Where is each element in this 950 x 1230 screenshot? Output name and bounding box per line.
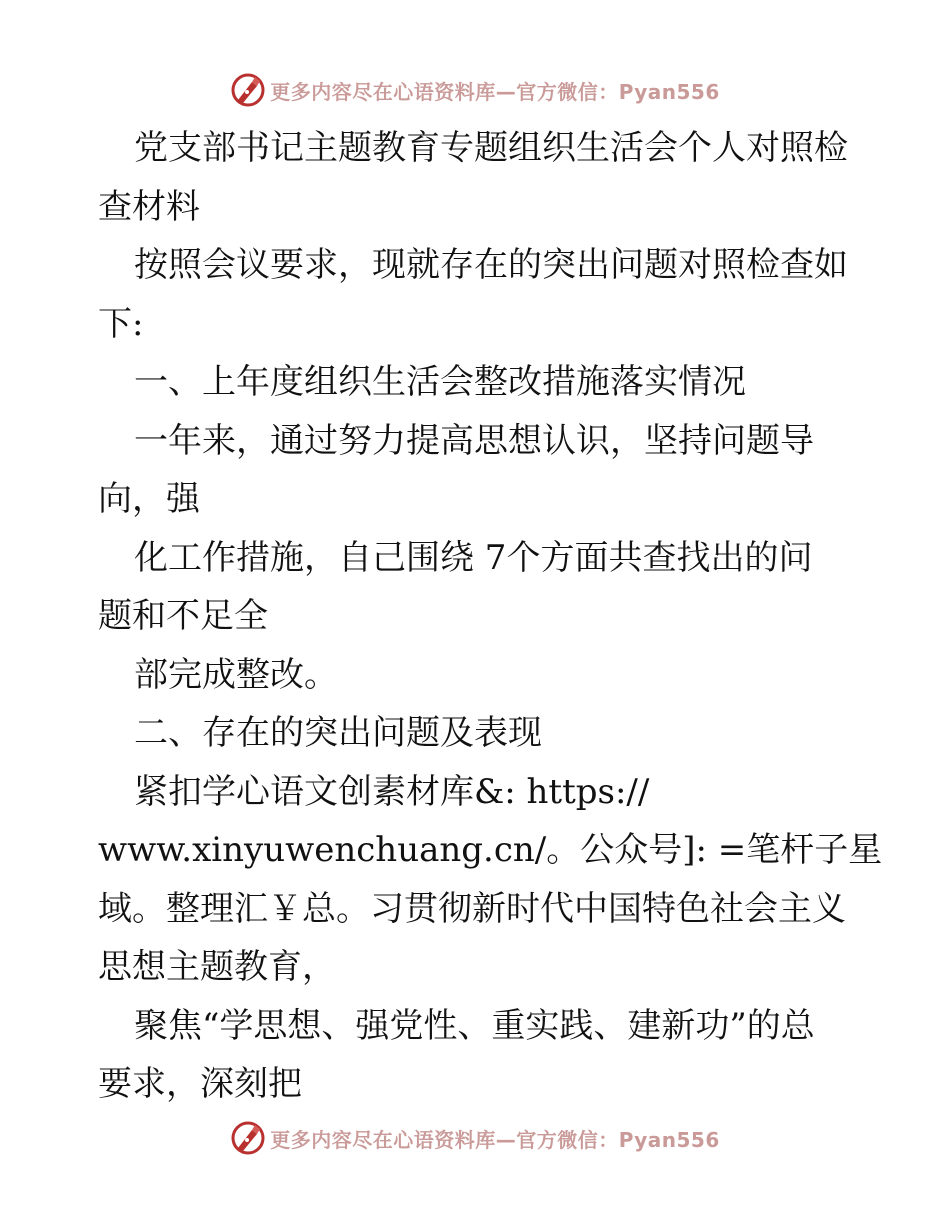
paragraph-line: 向，强 <box>98 479 200 519</box>
title-line-1: 党支部书记主题教育专题组织生活会个人对照检 <box>134 128 848 168</box>
paragraph-line: 聚焦“学思想、强党性、重实践、建新功”的总 <box>134 1005 815 1046</box>
section-heading-1: 一、上年度组织生活会整改措施落实情况 <box>134 362 746 402</box>
paragraph-line: 紧扣学心语文创素材库&: https:// <box>134 771 650 812</box>
paragraph-line: 域。整理汇￥总。习贯彻新时代中国特色社会主义 <box>98 888 846 929</box>
header-banner <box>0 70 950 110</box>
pen-logo-icon <box>230 1120 266 1156</box>
section-heading-2: 二、存在的突出问题及表现 <box>134 713 542 753</box>
title-line-2: 查材料 <box>98 186 200 227</box>
paragraph-line: 化工作措施，自己围绕 7个方面共查找出的问 <box>134 537 813 578</box>
paragraph-line: 按照会议要求，现就存在的突出问题对照检查如 <box>134 245 848 285</box>
footer-banner <box>0 1118 950 1158</box>
paragraph-line: 题和不足全 <box>98 596 268 636</box>
paragraph-line: 要求，深刻把 <box>98 1064 302 1104</box>
paragraph-line: 下: <box>98 303 144 344</box>
paragraph-line: 部完成整改。 <box>134 654 338 695</box>
paragraph-line: www.xinyuwenchuang.cn/。公众号]: =笔杆子星 <box>98 830 883 870</box>
footer-banner-text: 更多内容尽在心语资料库—官方微信：Pyan556 <box>270 1127 720 1152</box>
document-body <box>98 119 883 1114</box>
header-banner-text: 更多内容尽在心语资料库—官方微信：Pyan556 <box>270 79 720 104</box>
paragraph-line: 一年来，通过努力提高思想认识，坚持问题导 <box>134 420 814 461</box>
paragraph-line: 思想主题教育， <box>98 947 336 987</box>
pen-logo-icon <box>230 72 266 108</box>
